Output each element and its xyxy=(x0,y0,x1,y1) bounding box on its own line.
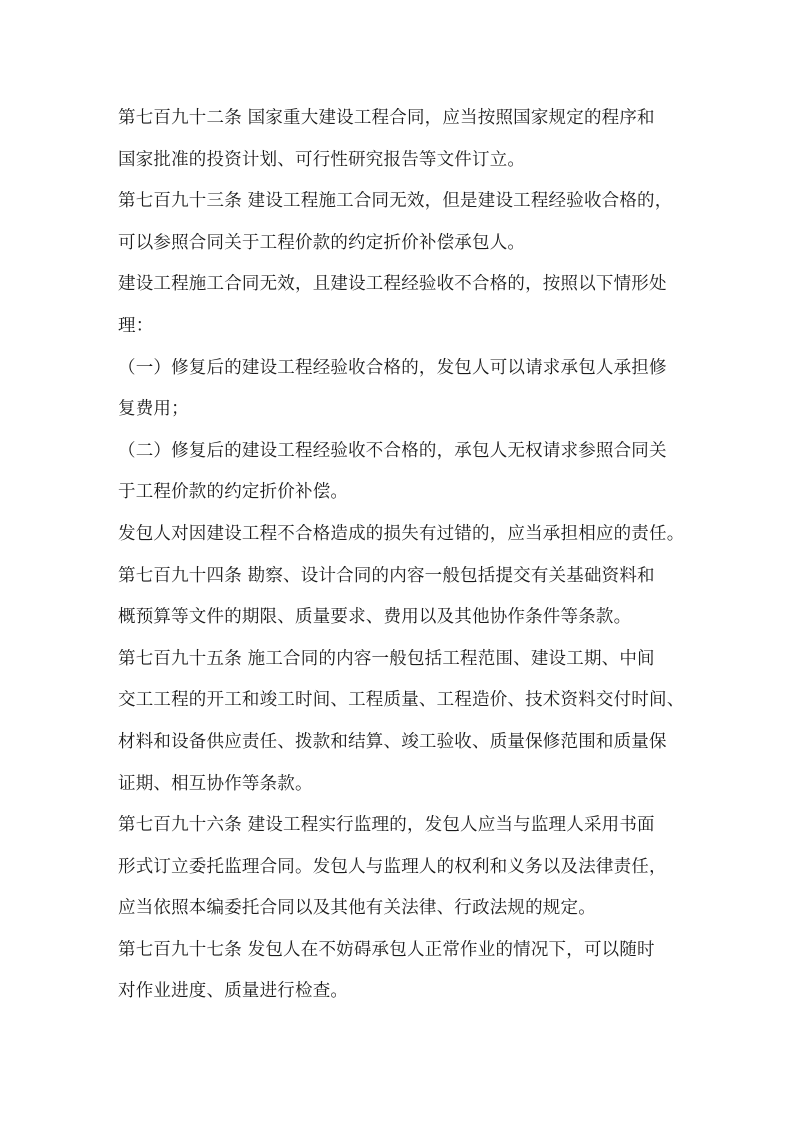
text-line: 建设工程施工合同无效，且建设工程经验收不合格的，按照以下情形处 xyxy=(118,274,667,295)
text-line: 材料和设备供应责任、拨款和结算、竣工验收、质量保修范围和质量保 xyxy=(118,731,667,752)
text-line: 交工工程的开工和竣工时间、工程质量、工程造价、技术资料交付时间、 xyxy=(118,690,685,711)
text-line: 国家批准的投资计划、可行性研究报告等文件订立。 xyxy=(118,149,526,170)
text-line: 发包人对因建设工程不合格造成的损失有过错的，应当承担相应的责任。 xyxy=(118,523,685,544)
text-line: 第七百九十三条 建设工程施工合同无效，但是建设工程经验收合格的， xyxy=(118,191,673,212)
text-line: 证期、相互协作等条款。 xyxy=(118,773,313,794)
text-line: 第七百九十七条 发包人在不妨碍承包人正常作业的情况下，可以随时 xyxy=(118,939,655,960)
text-line: 第七百九十五条 施工合同的内容一般包括工程范围、建设工期、中间 xyxy=(118,648,655,669)
text-line: 复费用； xyxy=(118,399,189,420)
document-body xyxy=(118,98,688,1013)
text-line: 应当依照本编委托合同以及其他有关法律、行政法规的规定。 xyxy=(118,898,596,919)
text-line: （一）修复后的建设工程经验收合格的，发包人可以请求承包人承担修 xyxy=(118,357,667,378)
text-line: 可以参照合同关于工程价款的约定折价补偿承包人。 xyxy=(118,232,526,253)
text-line: 理： xyxy=(118,315,154,336)
text-line: 概预算等文件的期限、质量要求、费用以及其他协作条件等条款。 xyxy=(118,607,632,628)
text-line: 第七百九十二条 国家重大建设工程合同，应当按照国家规定的程序和 xyxy=(118,108,655,128)
text-line: 第七百九十六条 建设工程实行监理的，发包人应当与监理人采用书面 xyxy=(118,815,655,836)
text-line: 于工程价款的约定折价补偿。 xyxy=(118,482,349,503)
text-line: （二）修复后的建设工程经验收不合格的，承包人无权请求参照合同关 xyxy=(118,440,667,461)
text-line: 形式订立委托监理合同。发包人与监理人的权利和义务以及法律责任， xyxy=(118,856,667,877)
text-line: 第七百九十四条 勘察、设计合同的内容一般包括提交有关基础资料和 xyxy=(118,565,655,586)
text-line: 对作业进度、质量进行检查。 xyxy=(118,981,349,1002)
